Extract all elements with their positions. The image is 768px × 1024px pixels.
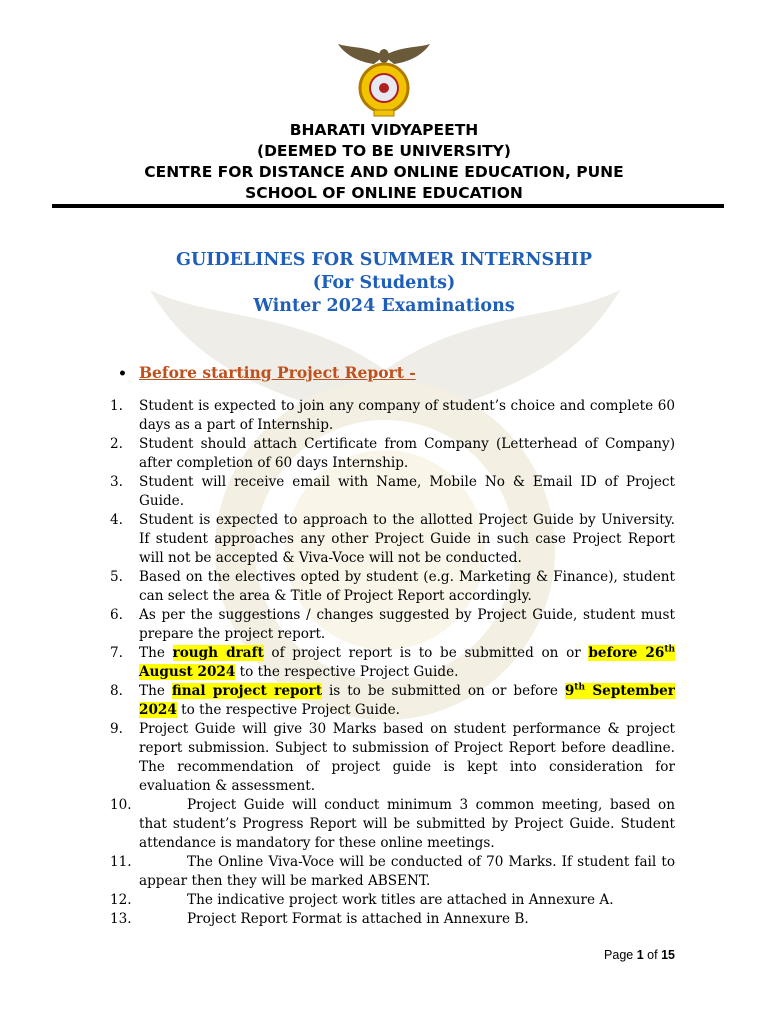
list-item [110, 720, 675, 796]
header-line-3: CENTRE FOR DISTANCE AND ONLINE EDUCATION, PUNE [144, 163, 624, 181]
title-line-1: GUIDELINES FOR SUMMER INTERNSHIP [176, 250, 592, 270]
item-number: 1. [110, 398, 123, 414]
item-text: As per the suggestions / changes suggested by Project Guide, student must prepare the project report. [139, 607, 675, 642]
list-item [110, 568, 675, 606]
header-divider [52, 204, 724, 208]
university-logo [338, 42, 430, 118]
ordinal-suffix: th [574, 682, 585, 693]
list-item [110, 891, 675, 910]
item-number: 13. [110, 911, 132, 927]
list-item [110, 435, 675, 473]
item-number: 11. [110, 854, 132, 870]
item-text: Student will receive email with Name, Mobile No & Email ID of Project Guide. [139, 474, 675, 509]
list-item [110, 682, 675, 720]
bullet-icon: • [118, 366, 127, 382]
item-text: Project Guide will give 30 Marks based on student performance & project report submission. Subject to submission of Project Report before deadline. The recommendation of project guide is kept into consideration for evaluation & assessment. [139, 721, 675, 794]
item-number: 3. [110, 474, 123, 490]
item-number: 7. [110, 645, 123, 661]
list-item [110, 644, 675, 682]
list-item [110, 796, 675, 853]
section-heading [118, 363, 416, 382]
ordinal-suffix: th [664, 644, 676, 655]
deadline-day: 9 [564, 683, 575, 699]
document-title [0, 249, 768, 318]
item-text: The indicative project work titles are attached in Annexure A. [187, 892, 614, 908]
list-item [110, 397, 675, 435]
title-line-3: Winter 2024 Examinations [253, 296, 515, 316]
item-text: Student is expected to join any company of student’s choice and complete 60 days as a part of Internship. [139, 398, 675, 433]
deadline-month-year: August 2024 [139, 664, 236, 680]
header-line-2: (DEEMED TO BE UNIVERSITY) [256, 142, 511, 160]
item-text: Project Guide will conduct minimum 3 common meeting, based on that student’s Progress Report will be submitted by Project Guide. Student attendance is mandatory for these online meetings. [139, 797, 675, 851]
item-number: 5. [110, 569, 123, 585]
item-text: The [139, 645, 173, 661]
item-text: Project Report Format is attached in Annexure B. [187, 911, 529, 927]
list-item [110, 910, 675, 929]
highlight-final-report: final project report [171, 683, 322, 699]
item-text: to the respective Project Guide. [176, 702, 400, 718]
item-text: The Online Viva-Voce will be conducted of 70 Marks. If student fail to appear then they will be marked ABSENT. [139, 854, 675, 889]
header-line-1: BHARATI VIDYAPEETH [289, 121, 479, 139]
institution-header [0, 120, 768, 204]
item-number: 8. [110, 683, 123, 699]
highlight-rough-draft: rough draft [172, 645, 264, 661]
item-number: 6. [110, 607, 123, 623]
guidelines-list [110, 397, 675, 929]
page-number [604, 948, 675, 962]
item-text: The [139, 683, 172, 699]
item-number: 10. [110, 797, 132, 813]
item-number: 9. [110, 721, 123, 737]
list-item [110, 606, 675, 644]
deadline-month-year: September 2024 [139, 683, 675, 718]
item-number: 4. [110, 512, 123, 528]
deadline-day: before 26 [588, 645, 665, 661]
item-number: 2. [110, 436, 123, 452]
current-page: 1 [636, 948, 644, 962]
item-text: Based on the electives opted by student (e.g. Marketing & Finance), student can select the area & Title of Project Report accordingly. [139, 569, 675, 604]
list-item [110, 473, 675, 511]
of-label: of [647, 948, 658, 962]
header-line-4: SCHOOL OF ONLINE EDUCATION [245, 184, 523, 202]
item-text: to the respective Project Guide. [235, 664, 459, 680]
item-text: is to be submitted on or before [321, 683, 565, 699]
title-line-2: (For Students) [312, 273, 456, 293]
item-number: 12. [110, 892, 132, 908]
section-heading-text: Before starting Project Report - [138, 363, 416, 382]
list-item [110, 853, 675, 891]
list-item [110, 511, 675, 568]
item-text: of project report is to be submitted on or [263, 645, 589, 661]
item-text: Student should attach Certificate from Company (Letterhead of Company) after completion of 60 days Internship. [139, 436, 675, 471]
item-text: Student is expected to approach to the allotted Project Guide by University. If student approaches any other Project Guide in such case Project Report will not be accepted & Viva-Voce will not be conducted. [139, 512, 675, 566]
total-pages: 15 [661, 948, 675, 962]
page-label: Page [604, 948, 634, 962]
